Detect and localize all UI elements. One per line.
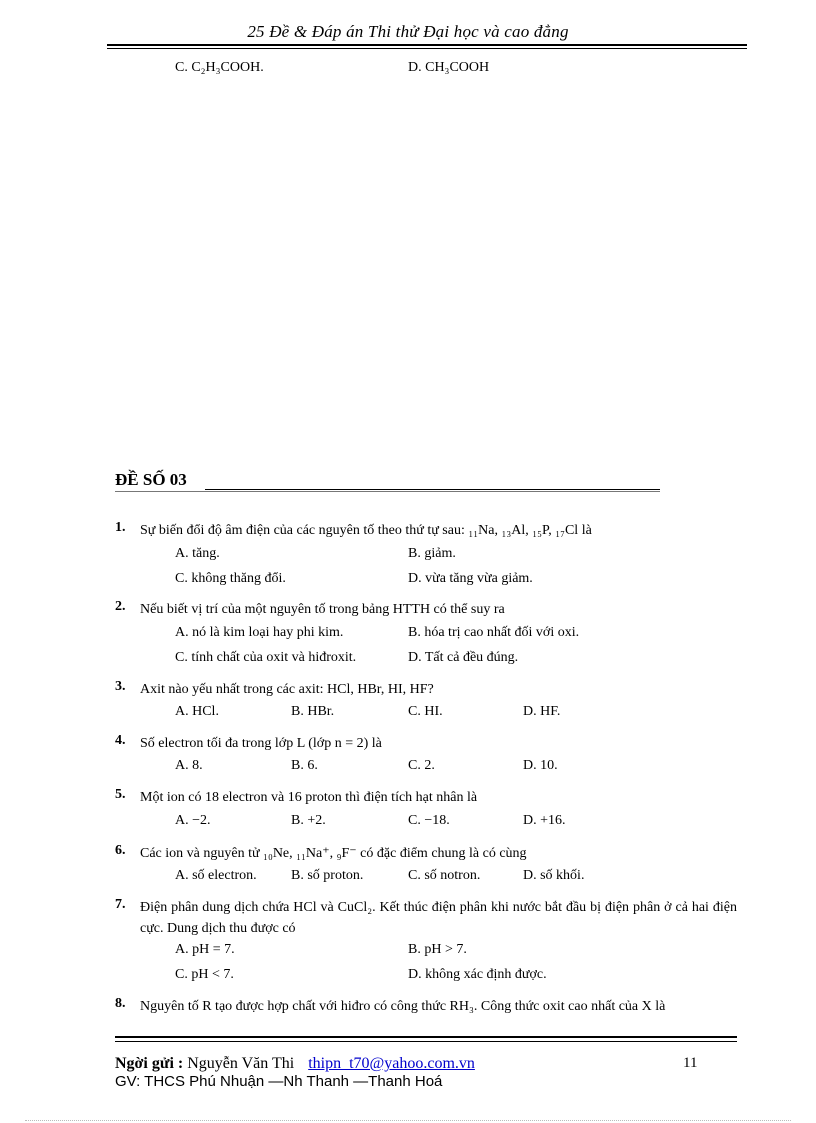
option-c: C. pH < 7. (175, 967, 234, 982)
option-d: D. HF. (523, 704, 561, 719)
option-b: B. hóa trị cao nhất đối với oxi. (408, 625, 580, 640)
option-a: A. số electron. (175, 868, 257, 883)
option-a: A. 8. (175, 758, 203, 773)
question-number: 7. (115, 897, 126, 912)
question-text: Nguyên tố R tạo được hợp chất với hiđro có công thức RH₃. Công thức oxit cao nhất của X là (140, 999, 666, 1014)
option-b: B. giảm. (408, 546, 456, 561)
option-a: A. HCl. (175, 704, 219, 719)
question-text: Điện phân dung dịch chứa HCl và CuCl₂. Kết thúc điện phân khi nước bắt đầu bị điện phân ở cả hai điện cực. Dung dịch thu được có (140, 900, 737, 936)
question-text: Nếu biết vị trí của một nguyên tố trong bảng HTTH có thể suy ra (140, 602, 505, 617)
section-rule (205, 489, 660, 490)
option-b: B. pH > 7. (408, 942, 467, 957)
option-d: D. không xác định được. (408, 967, 547, 982)
option-c: C. tính chất của oxit và hiđroxit. (175, 650, 357, 665)
option-b: B. 6. (291, 758, 318, 773)
question-text: Một ion có 18 electron và 16 proton thì điện tích hạt nhân là (140, 790, 478, 805)
footer-sender (115, 1055, 475, 1073)
question-text: Số electron tối đa trong lớp L (lớp n = 2) là (140, 736, 382, 751)
question-number: 4. (115, 733, 126, 748)
question-number: 3. (115, 679, 126, 694)
option-d: D. Tất cả đều đúng. (408, 650, 519, 665)
question-number: 5. (115, 787, 126, 802)
option-d: D. vừa tăng vừa giảm. (408, 571, 533, 586)
option-a: A. nó là kim loại hay phi kim. (175, 625, 344, 640)
page-number: 11 (683, 1055, 698, 1071)
page-bottom-border (25, 1120, 791, 1121)
sender-label: Ngời gửi : (115, 1055, 184, 1072)
option-a: A. −2. (175, 813, 211, 828)
option-b: B. +2. (291, 813, 326, 828)
option-d: D. 10. (523, 758, 558, 773)
section-title: ĐỀ SỐ 03 (115, 470, 187, 489)
option-b: B. HBr. (291, 704, 335, 719)
option-b: B. số proton. (291, 868, 364, 883)
question-text: Sự biến đổi độ âm điện của các nguyên tố theo thứ tự sau: ₁₁Na, ₁₃Al, ₁₅P, ₁₇Cl là (140, 523, 592, 538)
footer-rule-thin (115, 1041, 737, 1042)
header-rule (107, 44, 747, 46)
option-c: C. số notron. (408, 868, 481, 883)
option-d: D. số khối. (523, 868, 585, 883)
option-c: C. −18. (408, 813, 450, 828)
option-c: C. 2. (408, 758, 435, 773)
question-number: 1. (115, 520, 126, 535)
sender-email-link[interactable]: thipn_t70@yahoo.com.vn (308, 1055, 475, 1072)
option-a: A. tăng. (175, 546, 220, 561)
section-rule-thin (115, 491, 660, 492)
option-a: A. pH = 7. (175, 942, 235, 957)
option-d: D. +16. (523, 813, 566, 828)
option-c: C. HI. (408, 704, 443, 719)
header-rule-thin (107, 48, 747, 49)
question-number: 2. (115, 599, 126, 614)
prev-option-d: D. CH₃COOH (408, 60, 490, 75)
question-text: Axit nào yếu nhất trong các axit: HCl, HBr, HI, HF? (140, 682, 434, 697)
option-c: C. không thăng đổi. (175, 571, 286, 586)
footer-rule (115, 1036, 737, 1038)
question-number: 6. (115, 843, 126, 858)
question-number: 8. (115, 996, 126, 1011)
footer-teacher-info: GV: THCS Phú Nhuận —Nh Thanh —Thanh Hoá (115, 1073, 443, 1090)
sender-name: Nguyễn Văn Thi (187, 1055, 295, 1072)
question-text: Các ion và nguyên tử ₁₀Ne, ₁₁Na⁺, ₉F⁻ có đặc điểm chung là có cùng (140, 846, 527, 861)
header-title: 25 Đề & Đáp án Thi thử Đại học và cao đẳng (247, 22, 569, 41)
prev-option-c: C. C₂H₃COOH. (175, 60, 264, 75)
